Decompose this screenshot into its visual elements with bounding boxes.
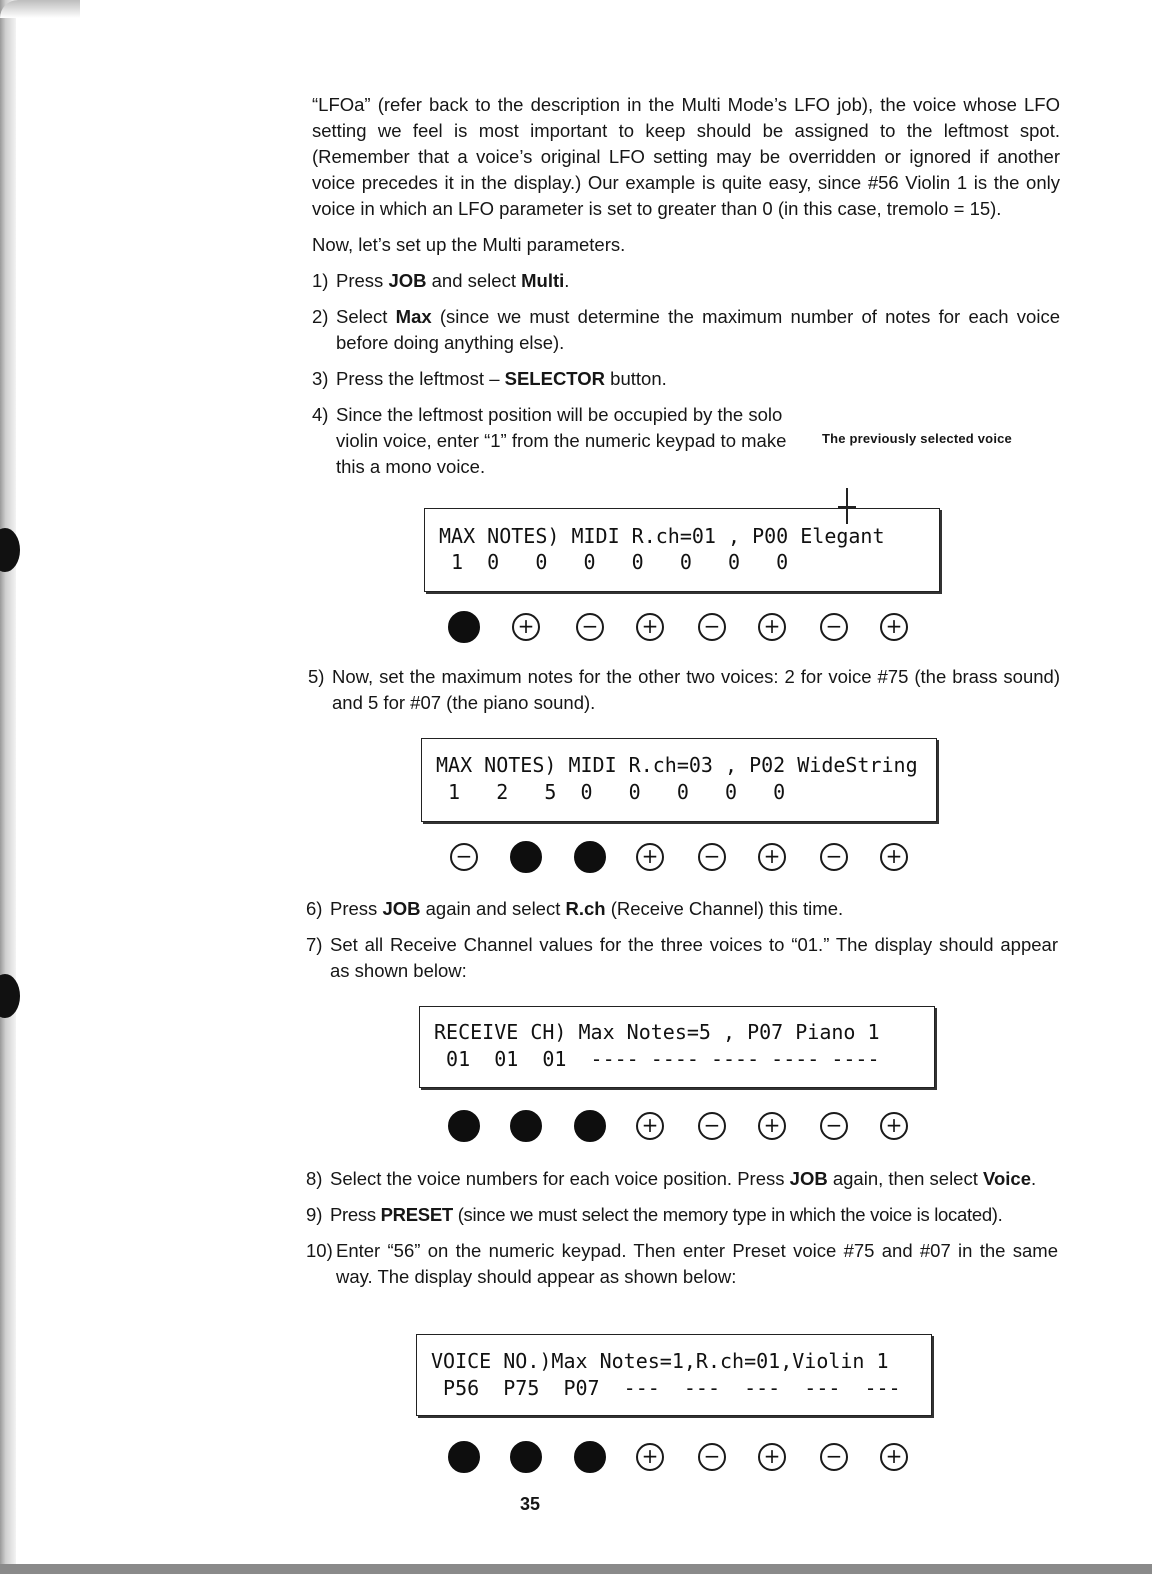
step-number: 2) (312, 306, 329, 327)
selector-button-plus[interactable]: + (758, 843, 786, 871)
selector-button-plus[interactable]: + (512, 613, 540, 641)
lcd-display (421, 738, 937, 822)
step-text (336, 304, 1060, 356)
lcd-line-2: P56 P75 P07 --- --- --- --- --- (431, 1376, 901, 1400)
binder-hole (0, 974, 20, 1018)
intro-paragraph: “LFOa” (refer back to the description in the Multi Mode’s LFO job), the voice whose LFO setting we feel is most important to keep should be assigned to the leftmost spot. (Remember that a voice’s original LFO setting may be overridden or ignored if another voice precedes it in the display.) Our example is quite easy, since #56 Violin 1 is the only voice in which an LFO parameter is set to greater than 0 (in this case, tremolo = 15). (312, 94, 1060, 219)
step-number: 5) (308, 666, 325, 687)
step-text-part: Press the leftmost – (336, 368, 505, 389)
page-number: 35 (520, 1494, 541, 1514)
lcd-line-2: 1 0 0 0 0 0 0 0 (439, 550, 789, 574)
step-number: 6) (306, 898, 323, 919)
selector-button-minus[interactable]: − (698, 843, 726, 871)
step-text-part: . (564, 270, 570, 291)
selector-button-plus[interactable]: + (636, 1443, 664, 1471)
lcd-display (424, 508, 940, 592)
selector-button-active[interactable] (448, 1110, 480, 1142)
step-key: R.ch (565, 898, 606, 919)
selector-button-active[interactable] (574, 1441, 606, 1473)
step-key: Multi (521, 270, 565, 291)
lcd-line-1: MAX NOTES) MIDI R.ch=03 , P02 WideString (436, 753, 918, 777)
scan-left-edge (0, 0, 16, 1574)
step-item (312, 304, 1060, 356)
step-item (312, 268, 1060, 294)
lcd-line-1: MAX NOTES) MIDI R.ch=01 , P00 Elegant (439, 524, 885, 548)
step-text (330, 1166, 1058, 1192)
scan-bottom-edge (0, 1564, 1152, 1574)
selector-button-minus[interactable]: − (820, 613, 848, 641)
step-text-part: Select (336, 306, 396, 327)
step-text-part: (since we must select the memory type in which the voice is located). (452, 1204, 1003, 1225)
step-text-part: Press (336, 270, 389, 291)
lcd-line-1: RECEIVE CH) Max Notes=5 , P07 Piano 1 (434, 1020, 880, 1044)
step-text: Now, set the maximum notes for the other two voices: 2 for voice #75 (the brass sound) and 5 for #07 (the piano sound). (332, 666, 1060, 713)
step-key: SELECTOR (504, 368, 606, 389)
step-item (306, 1238, 1058, 1290)
binder-hole (0, 528, 20, 572)
step-key: PRESET (380, 1204, 453, 1225)
scan-top-corner (0, 0, 80, 18)
step-number: 10) (306, 1240, 333, 1261)
step-item (312, 402, 1060, 480)
step-text: Set all Receive Channel values for the three voices to “01.” The display should appear as shown below: (330, 934, 1058, 981)
step-text-part: again and select (420, 898, 566, 919)
step-text (330, 1202, 1058, 1228)
selector-button-row (450, 1112, 910, 1146)
step-item (306, 1166, 1058, 1192)
steps-block (306, 1166, 1058, 1300)
selector-button-minus[interactable]: − (698, 613, 726, 641)
lcd-line-1: VOICE NO.)Max Notes=1,R.ch=01,Violin 1 (431, 1349, 889, 1373)
step-number: 4) (312, 404, 329, 425)
selector-button-active[interactable] (448, 1441, 480, 1473)
selector-button-minus[interactable]: − (698, 1112, 726, 1140)
selector-button-plus[interactable]: + (880, 613, 908, 641)
selector-button-active[interactable] (510, 1441, 542, 1473)
selector-button-plus[interactable]: + (758, 1443, 786, 1471)
step-text (330, 896, 1058, 922)
steps-block (306, 896, 1058, 994)
selector-button-active[interactable] (574, 841, 606, 873)
step-text-part: (Receive Channel) this time. (605, 898, 844, 919)
step-text-part: Press (330, 1204, 381, 1225)
step-item (306, 1202, 1058, 1228)
step-text-part: (since we must determine the maximum number of notes for each voice before doing anything else). (336, 306, 1060, 353)
step-text-part: Press (330, 898, 383, 919)
selector-button-plus[interactable]: + (636, 613, 664, 641)
selector-button-plus[interactable]: + (636, 843, 664, 871)
step-text (336, 366, 1060, 392)
step-item (306, 896, 1058, 922)
step-text: Since the leftmost position will be occupied by the solo violin voice, enter “1” from the numeric keypad to make this a mono voice. (336, 404, 787, 477)
lcd-line-2: 1 2 5 0 0 0 0 0 (436, 780, 786, 804)
step-text: Enter “56” on the numeric keypad. Then enter Preset voice #75 and #07 in the same way. The display should appear as shown below: (336, 1240, 1058, 1287)
step-number: 8) (306, 1168, 323, 1189)
step-key: JOB (789, 1168, 828, 1189)
selector-button-active[interactable] (448, 611, 480, 643)
selector-button-plus[interactable]: + (758, 1112, 786, 1140)
display-callout: The previously selected voice (821, 431, 1012, 446)
selector-button-row (450, 1443, 910, 1477)
intro-paragraph: Now, let’s set up the Multi parameters. (312, 234, 626, 255)
selector-button-minus[interactable]: − (698, 1443, 726, 1471)
selector-button-active[interactable] (574, 1110, 606, 1142)
selector-button-row (450, 843, 910, 877)
selector-button-row (450, 613, 910, 647)
step-text-part: again, then select (827, 1168, 984, 1189)
selector-button-minus[interactable]: − (820, 1112, 848, 1140)
step-text-part: Select the voice numbers for each voice position. Press (330, 1168, 790, 1189)
selector-button-plus[interactable]: + (880, 843, 908, 871)
step-number: 7) (306, 934, 323, 955)
step-key: JOB (382, 898, 421, 919)
selector-button-minus[interactable]: − (450, 843, 478, 871)
step-number: 9) (306, 1204, 323, 1225)
step-text-part: . (1031, 1168, 1037, 1189)
page-body (312, 92, 1060, 480)
selector-button-minus[interactable]: − (820, 843, 848, 871)
selector-button-plus[interactable]: + (636, 1112, 664, 1140)
step-number: 1) (312, 270, 329, 291)
step-number: 3) (312, 368, 329, 389)
step-text-part: button. (605, 368, 667, 389)
selector-button-active[interactable] (510, 1110, 542, 1142)
step-item (306, 932, 1058, 984)
lcd-display (419, 1006, 935, 1088)
step-item (312, 366, 1060, 392)
selector-button-active[interactable] (510, 841, 542, 873)
lcd-line-2: 01 01 01 ---- ---- ---- ---- ---- (434, 1047, 880, 1071)
step-text-part: and select (426, 270, 522, 291)
step-key: Max (395, 306, 432, 327)
step-key: JOB (388, 270, 427, 291)
lcd-display (416, 1334, 932, 1416)
step-key: Voice (983, 1168, 1031, 1189)
step-text (336, 268, 1060, 294)
step-item (308, 664, 1060, 716)
selector-button-minus[interactable]: − (576, 613, 604, 641)
selector-button-plus[interactable]: + (880, 1443, 908, 1471)
selector-button-plus[interactable]: + (880, 1112, 908, 1140)
selector-button-minus[interactable]: − (820, 1443, 848, 1471)
selector-button-plus[interactable]: + (758, 613, 786, 641)
